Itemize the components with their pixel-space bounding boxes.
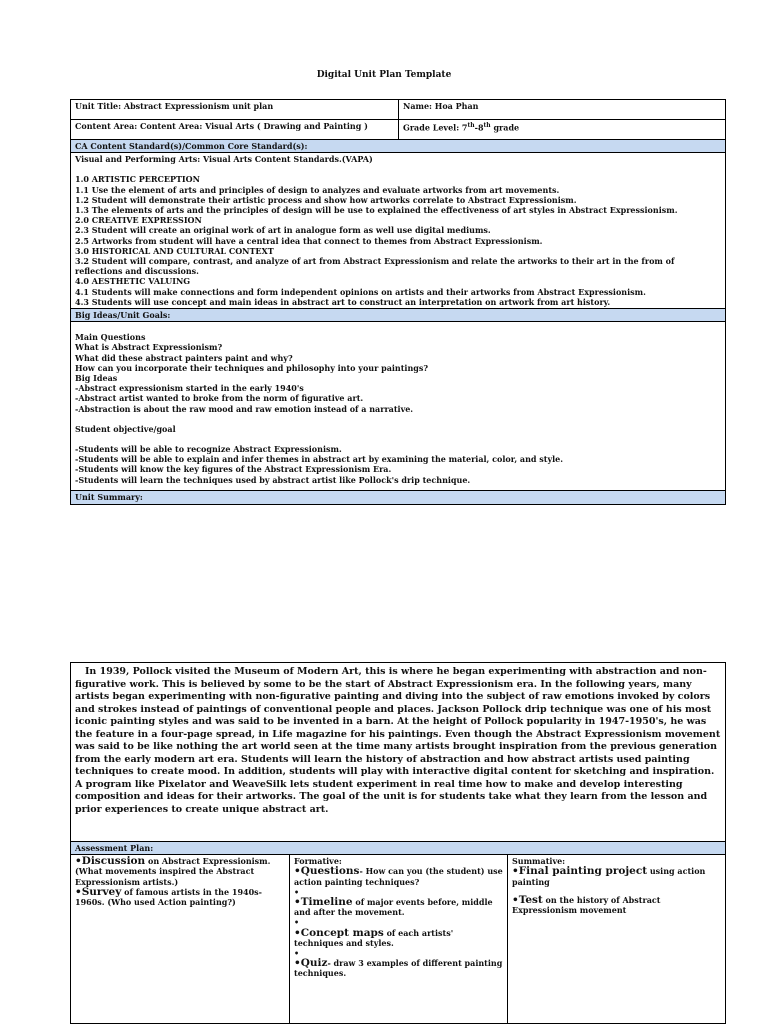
discussion-text: on Abstract Expressionism.(What movements inspired the Abstract Expressionism artists.) — [75, 856, 271, 887]
assessment-header: Assessment Plan: — [71, 842, 726, 855]
quiz-label: •Quiz — [294, 957, 328, 970]
big-ideas-header: Big Ideas/Unit Goals: — [71, 309, 726, 322]
big-ideas-line: -Abstract artist wanted to broke from the norm of figurative art. — [75, 393, 364, 404]
document-title: Digital Unit Plan Template — [316, 70, 452, 80]
standards-line: 4.0 AESTHETIC VALUING — [75, 276, 191, 287]
assessment-header-row — [71, 842, 726, 855]
concept-maps-text: of each artists' techniques and styles. — [294, 927, 454, 948]
standards-header-row — [71, 140, 726, 153]
standards-list — [75, 154, 721, 307]
content-area-row — [71, 120, 726, 140]
standards-line: 2.5 Artworks from student will have a central idea that connect to themes from Abstract Expressionism. — [75, 235, 543, 246]
big-ideas-header-row — [71, 309, 726, 322]
timeline-text: of major events before, middle and after the movement. — [294, 897, 493, 918]
timeline-label: •Timeline — [294, 896, 353, 909]
bullet-1: • — [294, 886, 300, 897]
questions-label: •Questions — [294, 865, 360, 878]
standards-line: 3.0 HISTORICAL AND CULTURAL CONTEXT — [75, 245, 274, 256]
standards-body — [71, 153, 726, 309]
unit-summary-header: Unit Summary: — [71, 491, 726, 505]
big-ideas-line: -Abstraction is about the raw mood and raw emotion instead of a narrative. — [75, 403, 414, 414]
grade-level-sup2: th — [483, 122, 491, 129]
content-area-cell: Content Area: Content Area: Visual Arts ( Drawing and Painting ) — [71, 120, 399, 140]
standards-line: 1.2 Student will demonstrate their artistic process and show how artworks correlate to Abstract Expressionism. — [75, 194, 577, 205]
big-ideas-row — [71, 322, 726, 491]
standards-line: Visual and Performing Arts: Visual Arts Content Standards.(VAPA) — [75, 154, 373, 165]
big-ideas-line: -Students will be able to explain and infer themes in abstract art by examining the material, color, and style. — [75, 454, 564, 465]
test-text: on the history of Abstract Expressionism movement — [512, 894, 661, 916]
concept-maps-label: •Concept maps — [294, 926, 384, 939]
standards-line: 4.1 Students will make connections and form independent opinions on artists and their artworks from Abstract Expressionism. — [75, 286, 646, 297]
unit-title-row — [71, 100, 726, 120]
big-ideas-list — [75, 332, 721, 485]
name-cell: Name: Hoa Phan — [399, 100, 726, 120]
big-ideas-line: -Students will learn the techniques used by abstract artist like Pollock's drip technique. — [75, 474, 471, 485]
standards-line: 2.3 Student will create an original work of art in analogue form as well use digital mediums. — [75, 225, 491, 236]
survey-text: of famous artists in the 1940s-1960s. (Who used Action painting?) — [75, 886, 262, 908]
standards-header: CA Content Standard(s)/Common Core Standard(s): — [71, 140, 726, 153]
big-ideas-line — [75, 434, 721, 444]
standards-row — [71, 153, 726, 309]
standards-line: 3.2 Student will compare, contrast, and analyze of art from Abstract Expressionism and relate the artworks to their art in the from of reflections and discussions. — [75, 256, 675, 277]
summative-header: Summative: — [512, 856, 566, 867]
discussion-label: •Discussion — [75, 855, 146, 868]
final-project-label: •Final painting project — [512, 865, 648, 878]
standards-line: 1.1 Use the element of arts and principles of design to analyzes and evaluate artworks from art movements. — [75, 184, 560, 195]
standards-line: 1.0 ARTISTIC PERCEPTION — [75, 174, 200, 185]
assessment-columns-row — [71, 855, 726, 1024]
standards-line — [75, 164, 721, 174]
grade-level-sup1: th — [467, 122, 475, 129]
grade-level-suffix: grade — [490, 122, 520, 133]
grade-level-mid: -8 — [474, 122, 484, 133]
grade-level-prefix: Grade Level: 7 — [403, 122, 468, 133]
formative-header: Formative: — [294, 856, 342, 867]
assessment-col-summative — [508, 855, 726, 1024]
big-ideas-line: Main Questions — [75, 332, 146, 343]
big-ideas-line: -Students will know the key figures of the Abstract Expressionism Era. — [75, 464, 392, 475]
unit-summary-header-row — [71, 491, 726, 505]
grade-level-cell — [399, 120, 726, 140]
unit-summary-assessment-table — [70, 662, 726, 1024]
quiz-text: - draw 3 examples of different painting techniques. — [294, 958, 503, 979]
unit-summary-body — [71, 663, 726, 842]
survey-label: •Survey — [75, 885, 122, 898]
test-label: •Test — [512, 893, 543, 906]
assessment-col-formative — [290, 855, 508, 1024]
big-ideas-line: What did these abstract painters paint and why? — [75, 352, 293, 363]
standards-line: 2.0 CREATIVE EXPRESSION — [75, 215, 202, 226]
unit-title-cell: Unit Title: Abstract Expressionism unit plan — [71, 100, 399, 120]
big-ideas-line: -Students will be able to recognize Abstract Expressionism. — [75, 444, 342, 455]
questions-text: - How can you (the student) use action painting techniques? — [294, 866, 503, 887]
unit-plan-table — [70, 99, 726, 505]
big-ideas-line: Student objective/goal — [75, 423, 176, 434]
standards-line: 1.3 The elements of arts and the principles of design will be use to explained the effectiveness of art styles in Abstract Expressionism. — [75, 205, 678, 216]
unit-summary-row — [71, 663, 726, 842]
big-ideas-line: What is Abstract Expressionism? — [75, 342, 223, 353]
big-ideas-line: -Abstract expressionism started in the early 1940's — [75, 383, 304, 394]
big-ideas-line: How can you incorporate their techniques and philosophy into your paintings? — [75, 362, 429, 373]
bullet-2: • — [294, 917, 300, 928]
big-ideas-body — [71, 322, 726, 491]
assessment-col-discussion — [71, 855, 290, 1024]
final-project-text: using action painting — [512, 866, 706, 887]
bullet-3: • — [294, 948, 300, 959]
standards-line: 4.3 Students will use concept and main ideas in abstract art to construct an interpretation on artwork from art history. — [75, 296, 611, 307]
big-ideas-line — [75, 414, 721, 424]
big-ideas-line: Big Ideas — [75, 373, 118, 384]
unit-summary-text: In 1939, Pollock visited the Museum of Modern Art, this is where he began experimenting with abstraction and non-figurative work. This is believed by some to be the start of Abstract Expressionism era. In the following years, many artists began experimenting with non-figurative painting and diving into the subject of raw emotions invoked by colors and strokes instead of paintings of conventional people and places. Jackson Pollock drip technique was one of his most iconic painting styles and was said to be invented in a barn. At the height of Pollock popularity in 1947-1950's, he was the feature in a four-page spread, in Life magazine for his paintings. Even though the Abstract Expressionism movement was said to be like nothing the art world seen at the time many artists brought inspiration from the previous generation from the early modern art era. Students will learn the history of abstraction and how abstract artists used painting techniques to create mood. In addition, students will play with interactive digital content for sketching and inspiration. A program like Pixelator and WeaveSilk lets student experiment in real time how to make and develop interesting composition and ideas for their artworks. The goal of the unit is for students take what they learn from the lesson and prior experiences to create unique abstract art. — [75, 666, 721, 815]
